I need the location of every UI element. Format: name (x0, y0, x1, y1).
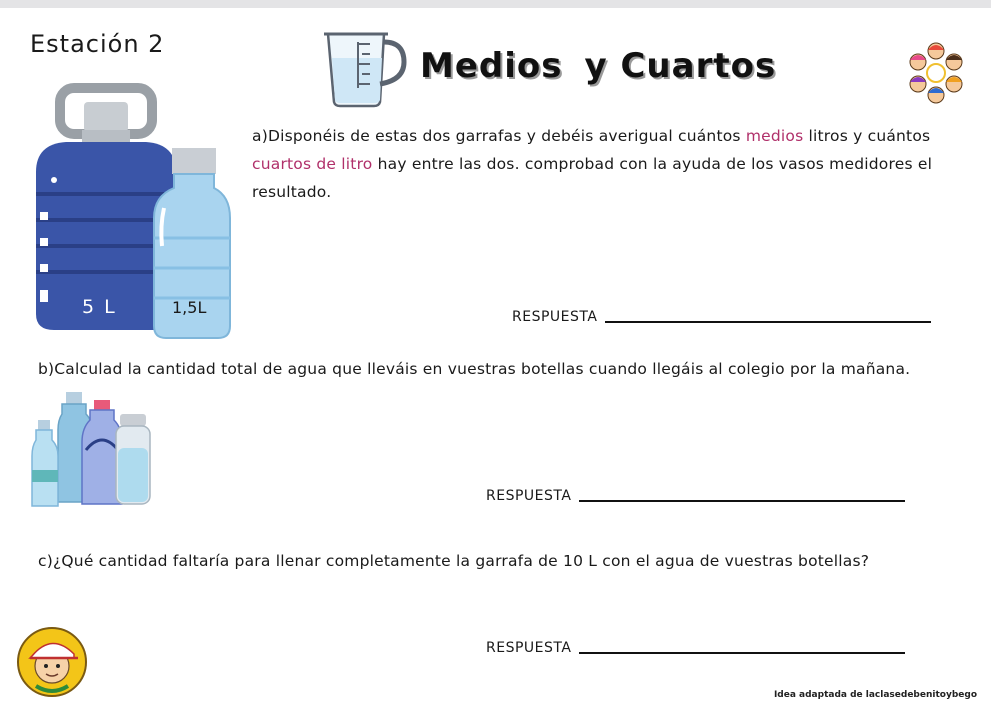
page-title (420, 46, 776, 86)
boy-mascot-icon (16, 626, 88, 698)
answer-c-label: RESPUESTA (486, 640, 572, 656)
station-label: Estación 2 (30, 30, 165, 58)
question-c: c)¿Qué cantidad faltaría para llenar completamente la garrafa de 10 L con el agua de vuestras botellas? (38, 552, 870, 570)
question-a (252, 122, 942, 206)
top-bar (0, 0, 991, 8)
question-a-text-3: hay entre las dos. comprobad con la ayuda de los vasos medidores el resultado. (252, 155, 933, 201)
answer-c (486, 640, 905, 656)
title-word-2: y Cuartos (584, 46, 777, 86)
answer-a-line[interactable] (605, 321, 931, 323)
jug-large-label: 5 L (82, 296, 117, 318)
question-b: b)Calculad la cantidad total de agua que lleváis en vuestras botellas cuando llegáis al colegio por la mañana. (38, 360, 911, 378)
answer-a (512, 309, 931, 325)
bottles-group-icon (30, 390, 152, 510)
question-a-text-2: litros y cuántos (803, 127, 931, 145)
children-circle-icon (905, 40, 967, 106)
answer-c-line[interactable] (579, 652, 905, 654)
answer-b-label: RESPUESTA (486, 488, 572, 504)
question-a-text-1: a)Disponéis de estas dos garrafas y debéis averigual cuántos (252, 127, 746, 145)
measuring-cup-icon (322, 28, 410, 110)
credit-text: Idea adaptada de laclasedebenitoybego (773, 690, 977, 700)
bottle-small-label: 1,5L (172, 298, 207, 317)
title-word-1: Medios (420, 46, 563, 86)
question-a-highlight-2: cuartos de litro (252, 155, 373, 173)
answer-b (486, 488, 905, 504)
answer-b-line[interactable] (579, 500, 905, 502)
question-a-highlight-1: medios (745, 127, 804, 145)
answer-a-label: RESPUESTA (512, 309, 598, 325)
